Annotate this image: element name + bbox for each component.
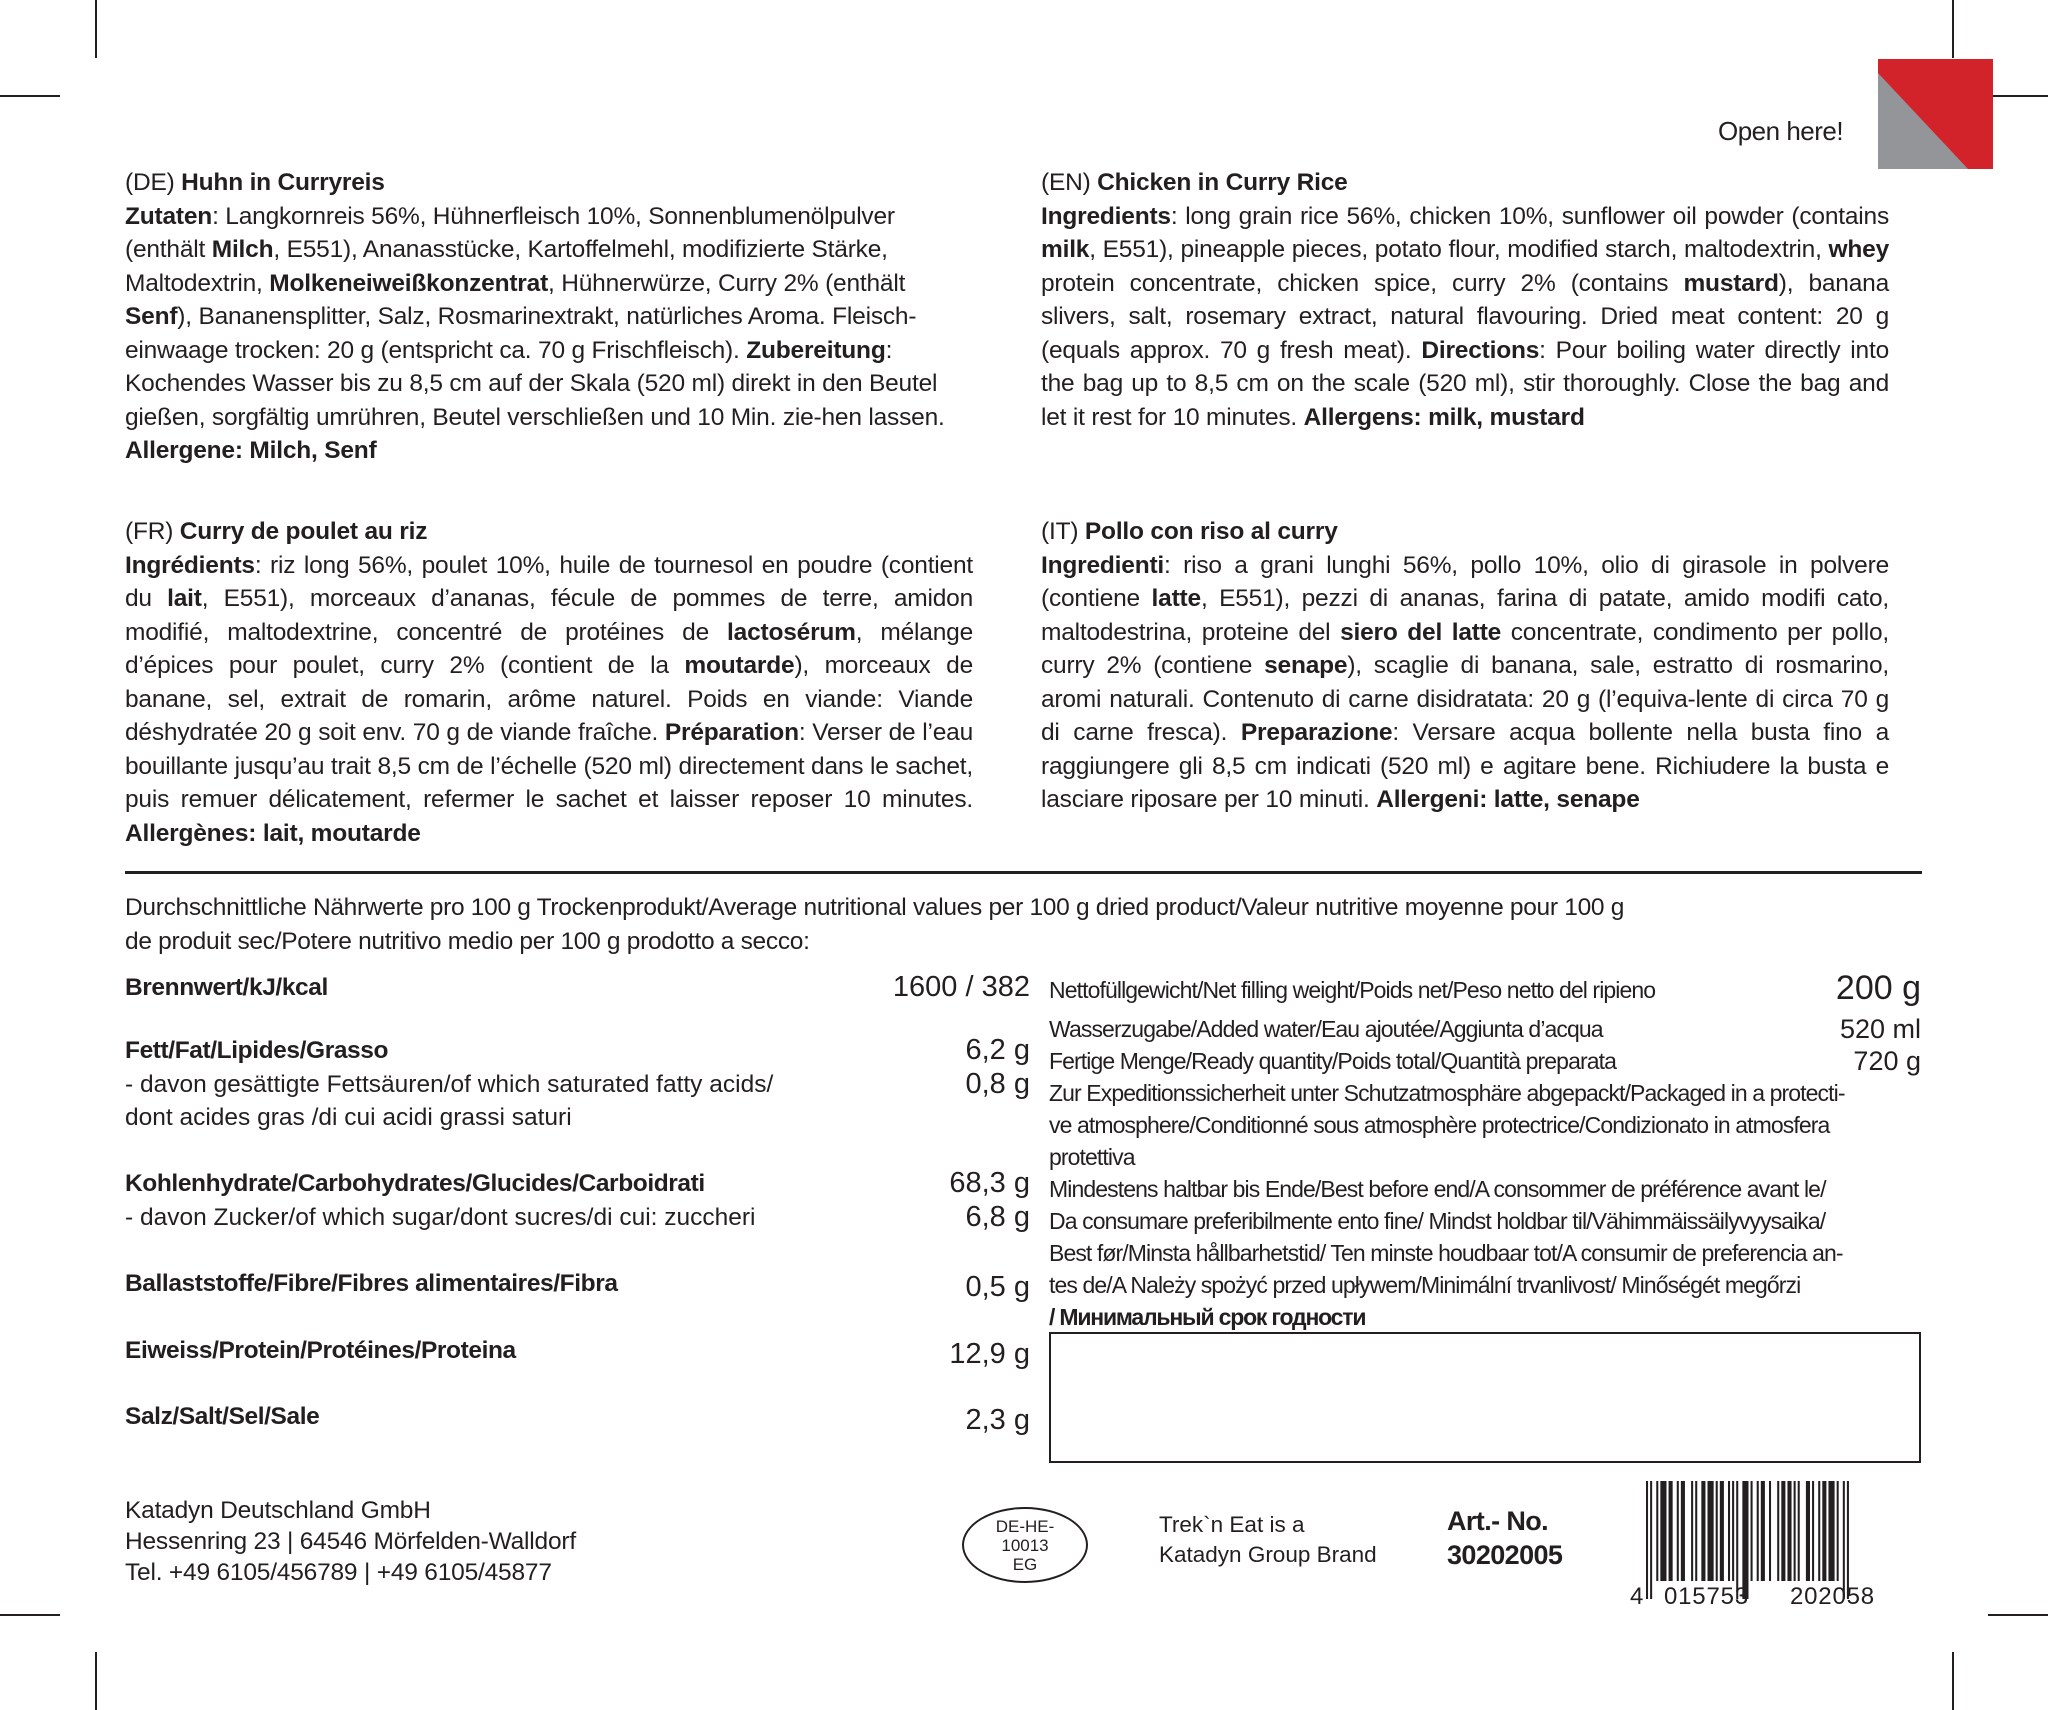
best-before-date-box <box>1049 1332 1921 1463</box>
barcode-bar <box>1720 1481 1724 1581</box>
crop-mark <box>95 1652 97 1710</box>
nutrition-fat: Fett/Fat/Lipides/Grasso 6,2 g <box>125 1034 1030 1066</box>
barcode-digits: 4 015753 202058 <box>1630 1583 1875 1610</box>
nutrition-intro: Durchschnittliche Nährwerte pro 100 g Trockenprodukt/Average nutritional values per 100 g dried product/Valeur nutritive moyenne pour 100 g de produit sec/Potere nutritivo medio per 100 g prodotto a secco: <box>125 894 1625 955</box>
best-before-note: Mindestens haltbar bis Ende/Best before end/A consommer de préférence avant le/ Da consumare preferibilmente ento fine/ Mindst holdbar til/Vähimmäissäilyvyysaika/ Best før/Minsta hållbarhetstid/ Ten minste houdbaar tot/A consumir de preferencia an- tes de/A Należy spożyć przed upływem/Minimální trvanlivost/ Minőségét megőrzi / Минимальный срок годности <box>1049 1176 1843 1330</box>
barcode-bar <box>1777 1481 1779 1581</box>
company-name: Katadyn Deutschland GmbH <box>125 1497 431 1524</box>
company-address <box>125 1495 576 1588</box>
barcode-bar <box>1806 1481 1810 1581</box>
barcode-bar <box>1691 1481 1693 1581</box>
barcode-bar <box>1681 1481 1685 1581</box>
nutrition-saturated-fat: - davon gesättigte Fettsäuren/of which saturated fatty acids/ dont acides gras /di cui acidi grassi saturi 0,8 g <box>125 1068 1030 1131</box>
crop-mark <box>1952 0 1954 58</box>
ready-quantity: Fertige Menge/Ready quantity/Poids total/Quantità preparata 720 g <box>1049 1046 1921 1076</box>
crop-mark <box>95 0 97 58</box>
barcode-bar <box>1781 1481 1785 1581</box>
article-number-value: 30202005 <box>1447 1540 1563 1570</box>
barcode-bar <box>1695 1481 1697 1581</box>
barcode-bar <box>1822 1481 1826 1581</box>
nutrition-salt: Salz/Salt/Sel/Sale 2,3 g <box>125 1403 1030 1436</box>
section-divider <box>125 871 1922 874</box>
company-phone: Tel. +49 6105/456789 | +49 6105/45877 <box>125 1559 552 1586</box>
barcode-bar <box>1812 1481 1814 1581</box>
en-tag: (EN) <box>1041 169 1091 196</box>
de-body: Zutaten: Langkornreis 56%, Hühnerfleisch 10%, Sonnenblumenölpulver (enthält Milch, E551), Ananasstücke, Kartoffelmehl, modifizierte Stärke, Maltodextrin, Molkeneiweißkonzentrat, Hühnerwürze, Curry 2% (enthält Senf), Bananensplitter, Salz, Rosmarinextrakt, natürliches Aroma. Fleisch-einwaage trocken: 20 g (entspricht ca. 70 g Frischfleisch). Zubereitung: Kochendes Wasser bis zu 8,5 cm auf der Skala (520 ml) direkt in den Beutel gießen, sorgfältig umrühren, Beutel verschließen und 10 Min. zie-hen lassen. Allergene: Milch, Senf <box>125 202 945 464</box>
it-title: Pollo con riso al curry <box>1084 518 1338 545</box>
protective-atmosphere-note: Zur Expeditionssicherheit unter Schutzatmosphäre abgepackt/Packaged in a protecti- ve atmosphere/Conditionné sous atmosphère protectrice/Condizionato in atmosfera protettiva <box>1049 1080 1845 1170</box>
barcode-bar <box>1751 1481 1753 1581</box>
nutrition-carbohydrates: Kohlenhydrate/Carbohydrates/Glucides/Carboidrati 68,3 g <box>125 1167 1030 1199</box>
barcode-bar <box>1818 1481 1820 1581</box>
crop-mark <box>1988 95 2048 97</box>
fr-section <box>125 515 973 850</box>
barcode-bar <box>1736 1481 1738 1599</box>
de-title: Huhn in Curryreis <box>181 169 385 196</box>
barcode-bar <box>1708 1481 1714 1581</box>
barcode-bar <box>1794 1481 1796 1581</box>
barcode-bar <box>1837 1481 1839 1581</box>
article-number-label: Art.- No. <box>1447 1506 1549 1536</box>
de-section <box>125 166 970 468</box>
crop-mark <box>0 1614 60 1616</box>
it-section <box>1041 515 1889 817</box>
nutrition-energy: Brennwert/kJ/kcal 1600 / 382 <box>125 971 1030 1003</box>
barcode-bar <box>1769 1481 1771 1581</box>
barcode-bar <box>1656 1481 1658 1581</box>
barcode-bar <box>1660 1481 1666 1581</box>
en-section <box>1041 166 1889 434</box>
crop-mark <box>0 95 60 97</box>
barcode-bar <box>1847 1481 1849 1599</box>
barcode-bar <box>1716 1481 1718 1581</box>
health-mark-oval: DE-HE- 10013 EG <box>962 1507 1088 1583</box>
open-here-label: Open here! <box>1718 116 1844 146</box>
net-weight: Nettofüllgewicht/Net filling weight/Poids net/Peso netto del ripieno 200 g <box>1049 969 1921 1007</box>
de-tag: (DE) <box>125 169 175 196</box>
added-water: Wasserzugabe/Added water/Eau ajoutée/Aggiunta d’acqua 520 ml <box>1049 1014 1921 1044</box>
barcode-bar <box>1728 1481 1730 1581</box>
barcode-bar <box>1732 1481 1734 1581</box>
crop-mark <box>1988 1614 2048 1616</box>
fr-tag: (FR) <box>125 518 174 545</box>
barcode-bar <box>1798 1481 1800 1581</box>
barcode-bar <box>1742 1481 1748 1599</box>
barcode-bar <box>1787 1481 1791 1581</box>
en-body: Ingredients: long grain rice 56%, chicken 10%, sunflower oil powder (contains milk, E551), pineapple pieces, potato flour, modified starch, maltodextrin, whey protein concentrate, chicken spice, curry 2% (contains mustard), banana slivers, salt, rosemary extract, natural flavouring. Dried meat content: 20 g (equals approx. 70 g fresh meat). Directions: Pour boiling water directly into the bag up to 8,5 cm on the scale (520 ml), stir thoroughly. Close the bag and let it rest for 10 minutes. Allergens: milk, mustard <box>1041 202 1889 431</box>
barcode-bar <box>1669 1481 1673 1581</box>
brand-note: Trek`n Eat is a Katadyn Group Brand <box>1159 1512 1377 1567</box>
en-title: Chicken in Curry Rice <box>1097 169 1348 196</box>
barcode-bar <box>1828 1481 1834 1581</box>
fr-title: Curry de poulet au riz <box>179 518 428 545</box>
barcode-bar <box>1650 1481 1652 1599</box>
barcode-bar <box>1677 1481 1679 1581</box>
tear-corner-icon[interactable] <box>1878 59 1993 169</box>
it-tag: (IT) <box>1041 518 1079 545</box>
barcode-bar <box>1843 1481 1845 1599</box>
crop-mark <box>1952 1652 1954 1710</box>
fr-body: Ingrédients: riz long 56%, poulet 10%, huile de tournesol en poudre (contient du lait, E551), morceaux d’ananas, fécule de pommes de terre, amidon modifié, maltodextrine, concentré de protéines de lactosérum, mélange d’épices pour poulet, curry 2% (contient de la moutarde), morceaux de banane, sel, extrait de romarin, arôme naturel. Poids en viande: Viande déshydratée 20 g soit env. 70 g de viande fraîche. Préparation: Verser de l’eau bouillante jusqu’au trait 8,5 cm de l’échelle (520 ml) directement dans le sachet, puis remuer délicatement, refermer le sachet et laisser reposer 10 minutes. Allergènes: lait, moutarde <box>125 551 974 847</box>
nutrition-fibre: Ballaststoffe/Fibre/Fibres alimentaires/Fibra 0,5 g <box>125 1270 1030 1303</box>
company-street: Hessenring 23 | 64546 Mörfelden-Walldorf <box>125 1528 576 1555</box>
article-number <box>1447 1504 1562 1572</box>
barcode-bar <box>1757 1481 1759 1581</box>
it-body: Ingredienti: riso a grani lunghi 56%, pollo 10%, olio di girasole in polvere (contiene latte, E551), pezzi di ananas, farina di patate, amido modifi cato, maltodestrina, proteine del siero del latte concentrate, condimento per pollo, curry 2% (contiene senape), scaglie di banana, sale, estratto di rosmarino, aromi naturali. Contenuto di carne disidratata: 20 g (l’equiva-lente di circa 70 g di carne fresca). Preparazione: Versare acqua bollente nella busta fino a raggiungere gli 8,5 cm indicati (520 ml) e agitare bene. Richiudere la busta e lasciare riposare per 10 minuti. Allergeni: latte, senape <box>1041 551 1890 813</box>
barcode-bar <box>1646 1481 1648 1599</box>
nutrition-protein: Eiweiss/Protein/Protéines/Proteina 12,9 g <box>125 1337 1030 1370</box>
barcode-bar <box>1761 1481 1765 1581</box>
nutrition-sugar: - davon Zucker/of which sugar/dont sucres/di cui: zuccheri 6,8 g <box>125 1201 1030 1233</box>
barcode-bar <box>1701 1481 1705 1581</box>
